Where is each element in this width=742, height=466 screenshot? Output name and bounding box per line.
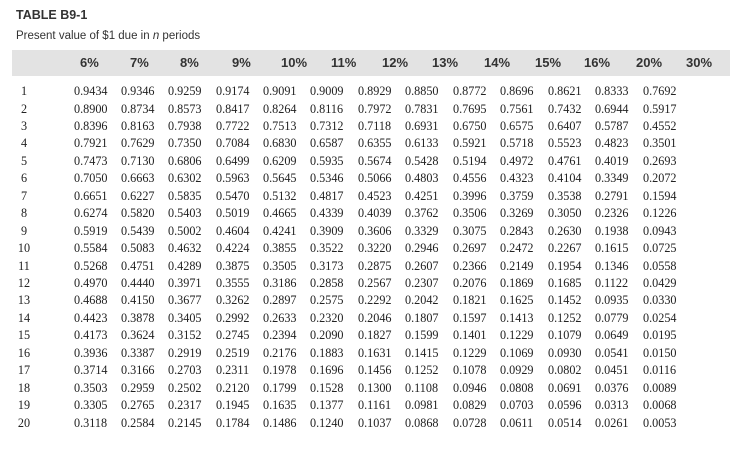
table-cell: 0.2502 (168, 380, 202, 395)
table-cell: 0.1078 (453, 363, 487, 378)
table-cell: 0.3166 (121, 363, 155, 378)
table-cell: 0.3522 (310, 241, 344, 255)
table-cell: 0.3186 (263, 275, 297, 290)
table-cell: 0.4556 (453, 171, 487, 186)
table-cell: 0.6944 (595, 101, 629, 116)
table-cell: 0.4339 (310, 206, 344, 221)
table-cell: 0.0330 (643, 293, 677, 308)
period-number: 17 (17, 363, 31, 378)
table-cell: 0.4173 (74, 328, 108, 343)
table-cell: 0.1037 (358, 415, 392, 430)
table-cell: 0.2858 (310, 275, 344, 290)
table-cell: 0.9009 (310, 84, 344, 98)
table-cell: 0.7722 (216, 118, 250, 133)
table-cell: 0.6133 (405, 136, 439, 151)
table-cell: 0.5917 (643, 101, 677, 116)
table-cell: 0.3714 (74, 363, 108, 378)
table-cell: 0.3050 (548, 206, 582, 221)
table-cell: 0.5674 (358, 153, 392, 168)
table-cell: 0.9434 (74, 84, 108, 98)
table-cell: 0.1635 (263, 398, 297, 413)
table-cell: 0.2472 (500, 241, 534, 255)
table-cell: 0.0558 (643, 258, 677, 273)
table-cell: 0.5066 (358, 171, 392, 186)
table-cell: 0.1594 (643, 188, 677, 203)
table-cell: 0.2693 (643, 153, 677, 168)
table-cell: 0.1945 (216, 398, 250, 413)
table-cell: 0.3152 (168, 328, 202, 343)
table-cell: 0.1252 (405, 363, 439, 378)
table-cell: 0.7972 (358, 101, 392, 116)
table-cell: 0.1597 (453, 310, 487, 325)
table-cell: 0.0150 (643, 345, 677, 360)
table-cell: 0.0068 (643, 398, 677, 413)
table-cell: 0.1696 (310, 363, 344, 378)
table-cell: 0.0429 (643, 275, 677, 290)
column-header: 14% (484, 55, 511, 70)
table-cell: 0.2072 (643, 171, 677, 186)
period-number: 7 (20, 188, 28, 203)
table-cell: 0.3503 (74, 380, 108, 395)
table-cell: 0.1954 (548, 258, 582, 273)
table-cell: 0.2919 (168, 345, 202, 360)
table-cell: 0.6750 (453, 118, 487, 133)
table-cell: 0.7938 (168, 118, 202, 133)
table-cell: 0.0946 (453, 380, 487, 395)
table-cell: 0.1108 (405, 380, 439, 395)
table-cell: 0.2791 (595, 188, 629, 203)
table-cell: 0.0935 (595, 293, 629, 308)
column-header: 30% (686, 55, 713, 70)
table-cell: 0.7432 (548, 101, 582, 116)
table-cell: 0.0691 (548, 380, 582, 395)
table-cell: 0.3506 (453, 206, 487, 221)
table-cell: 0.2875 (358, 258, 392, 273)
table-cell: 0.5019 (216, 206, 250, 221)
table-cell: 0.6830 (263, 136, 297, 151)
table-cell: 0.1486 (263, 415, 297, 430)
table-cell: 0.0779 (595, 310, 629, 325)
table-cell: 0.8396 (74, 118, 108, 133)
table-cell: 0.0649 (595, 328, 629, 343)
table-cell: 0.2630 (548, 223, 582, 238)
table-cell: 0.3762 (405, 206, 439, 221)
table-cell: 0.4604 (216, 223, 250, 238)
table-cell: 0.3305 (74, 398, 108, 413)
table-cell: 0.4104 (548, 171, 582, 186)
column-header: 15% (535, 55, 562, 70)
column-header: 9% (232, 55, 251, 70)
table-cell: 0.1346 (595, 258, 629, 273)
table-cell: 0.2584 (121, 415, 155, 430)
table-cell: 0.1799 (263, 380, 297, 395)
table-cell: 0.2292 (358, 293, 392, 308)
table-cell: 0.6209 (263, 153, 297, 168)
table-cell: 0.2042 (405, 293, 439, 308)
table-cell: 0.1069 (500, 345, 534, 360)
table-cell: 0.0802 (548, 363, 582, 378)
table-cell: 0.2765 (121, 398, 155, 413)
period-number: 10 (17, 241, 31, 255)
table-cell: 0.8264 (263, 101, 297, 116)
table-cell: 0.4251 (405, 188, 439, 203)
table-cell: 0.2149 (500, 258, 534, 273)
column-header: 12% (382, 55, 409, 70)
table-cell: 0.2317 (168, 398, 202, 413)
period-number: 6 (20, 171, 28, 186)
table-cell: 0.5820 (121, 206, 155, 221)
table-cell: 0.1413 (500, 310, 534, 325)
table-cell: 0.3329 (405, 223, 439, 238)
table-cell: 0.7084 (216, 136, 250, 151)
period-number: 19 (17, 398, 31, 413)
table-cell: 0.0703 (500, 398, 534, 413)
table-cell: 0.0868 (405, 415, 439, 430)
column-header: 20% (636, 55, 663, 70)
table-cell: 0.5584 (74, 241, 108, 255)
subtitle-variable: n (152, 30, 160, 42)
table-cell: 0.1599 (405, 328, 439, 343)
table-cell: 0.4019 (595, 153, 629, 168)
period-number: 18 (17, 380, 31, 395)
table-cell: 0.0261 (595, 415, 629, 430)
table-cell: 0.3555 (216, 275, 250, 290)
table-cell: 0.3606 (358, 223, 392, 238)
table-cell: 0.6651 (74, 188, 108, 203)
table-cell: 0.2843 (500, 223, 534, 238)
table-cell: 0.1161 (358, 398, 392, 413)
table-cell: 0.1625 (500, 293, 534, 308)
table-cell: 0.1528 (310, 380, 344, 395)
table-cell: 0.1252 (548, 310, 582, 325)
column-header: 6% (80, 55, 99, 70)
table-cell: 0.7695 (453, 101, 487, 116)
table-cell: 0.2311 (216, 363, 250, 378)
column-header: 13% (432, 55, 459, 70)
table-cell: 0.4224 (216, 241, 250, 255)
table-cell: 0.3759 (500, 188, 534, 203)
table-cell: 0.8900 (74, 101, 108, 116)
period-number: 12 (17, 275, 31, 290)
table-cell: 0.5963 (216, 171, 250, 186)
column-header: 10% (281, 55, 308, 70)
table-cell: 0.0313 (595, 398, 629, 413)
table-cell: 0.4323 (500, 171, 534, 186)
table-cell: 0.1821 (453, 293, 487, 308)
table-cell: 0.6274 (74, 206, 108, 221)
table-cell: 0.2394 (263, 328, 297, 343)
table-cell: 0.0829 (453, 398, 487, 413)
table-cell: 0.6806 (168, 153, 202, 168)
period-number: 8 (20, 206, 28, 221)
table-cell: 0.8734 (121, 101, 155, 116)
table-cell: 0.1938 (595, 223, 629, 238)
table-cell: 0.0808 (500, 380, 534, 395)
table-cell: 0.5268 (74, 258, 108, 273)
table-cell: 0.9259 (168, 84, 202, 98)
table-cell: 0.7130 (121, 153, 155, 168)
table-cell: 0.4440 (121, 275, 155, 290)
table-cell: 0.1978 (263, 363, 297, 378)
table-cell: 0.0376 (595, 380, 629, 395)
table-cell: 0.3505 (263, 258, 297, 273)
table-cell: 0.3173 (310, 258, 344, 273)
table-cell: 0.3875 (216, 258, 250, 273)
table-subtitle (16, 30, 200, 42)
period-number: 20 (17, 415, 31, 430)
table-cell: 0.1229 (500, 328, 534, 343)
period-number: 13 (17, 293, 31, 308)
table-cell: 0.7473 (74, 153, 108, 168)
table-cell: 0.0728 (453, 415, 487, 430)
table-cell: 0.4523 (358, 188, 392, 203)
table-cell: 0.2745 (216, 328, 250, 343)
table-cell: 0.5346 (310, 171, 344, 186)
table-cell: 0.0930 (548, 345, 582, 360)
table-cell: 0.1685 (548, 275, 582, 290)
table-cell: 0.5523 (548, 136, 582, 151)
table-cell: 0.3624 (121, 328, 155, 343)
table-cell: 0.7629 (121, 136, 155, 151)
table-cell: 0.5439 (121, 223, 155, 238)
table-cell: 0.0053 (643, 415, 677, 430)
table-cell: 0.3387 (121, 345, 155, 360)
table-cell: 0.3262 (216, 293, 250, 308)
table-cell: 0.8116 (310, 101, 344, 116)
subtitle-suffix: periods (159, 30, 201, 42)
table-cell: 0.0981 (405, 398, 439, 413)
table-cell: 0.7513 (263, 118, 297, 133)
table-cell: 0.3405 (168, 310, 202, 325)
table-cell: 0.0514 (548, 415, 582, 430)
table-cell: 0.2046 (358, 310, 392, 325)
period-number: 2 (20, 101, 28, 116)
table-cell: 0.1827 (358, 328, 392, 343)
table-cell: 0.3075 (453, 223, 487, 238)
table-cell: 0.4803 (405, 171, 439, 186)
table-cell: 0.6575 (500, 118, 534, 133)
table-cell: 0.8850 (405, 84, 439, 98)
table-cell: 0.9346 (121, 84, 155, 98)
period-number: 11 (18, 258, 30, 273)
table-cell: 0.8333 (595, 84, 629, 98)
table-cell: 0.1401 (453, 328, 487, 343)
table-cell: 0.4552 (643, 118, 677, 133)
table-cell: 0.1631 (358, 345, 392, 360)
table-cell: 0.3971 (168, 275, 202, 290)
table-cell: 0.2326 (595, 206, 629, 221)
table-cell: 0.4751 (121, 258, 155, 273)
table-cell: 0.1079 (548, 328, 582, 343)
table-cell: 0.0089 (643, 380, 677, 395)
table-cell: 0.2703 (168, 363, 202, 378)
table-cell: 0.2120 (216, 380, 250, 395)
table-cell: 0.5645 (263, 171, 297, 186)
table-cell: 0.2320 (310, 310, 344, 325)
table-cell: 0.1615 (595, 241, 629, 255)
table-cell: 0.0929 (500, 363, 534, 378)
table-cell: 0.8696 (500, 84, 534, 98)
table-cell: 0.3878 (121, 310, 155, 325)
table-cell: 0.5935 (310, 153, 344, 168)
column-header: 8% (180, 55, 199, 70)
table-cell: 0.9091 (263, 84, 297, 98)
table-cell: 0.0596 (548, 398, 582, 413)
table-cell: 0.2607 (405, 258, 439, 273)
table-cell: 0.2090 (310, 328, 344, 343)
table-cell: 0.8621 (548, 84, 582, 98)
table-cell: 0.5002 (168, 223, 202, 238)
table-cell: 0.4039 (358, 206, 392, 221)
table-cell: 0.3996 (453, 188, 487, 203)
table-cell: 0.1122 (595, 275, 629, 290)
period-number: 5 (20, 153, 28, 168)
table-cell: 0.4665 (263, 206, 297, 221)
period-number: 4 (20, 136, 28, 151)
table-cell: 0.7350 (168, 136, 202, 151)
table-cell: 0.5132 (263, 188, 297, 203)
table-cell: 0.6931 (405, 118, 439, 133)
table-cell: 0.7921 (74, 136, 108, 151)
table-cell: 0.3269 (500, 206, 534, 221)
period-number: 15 (17, 328, 31, 343)
table-cell: 0.1226 (643, 206, 677, 221)
table-cell: 0.4150 (121, 293, 155, 308)
table-cell: 0.4972 (500, 153, 534, 168)
table-cell: 0.2992 (216, 310, 250, 325)
table-cell: 0.0451 (595, 363, 629, 378)
table-cell: 0.1377 (310, 398, 344, 413)
table-cell: 0.2307 (405, 275, 439, 290)
table-cell: 0.1784 (216, 415, 250, 430)
table-cell: 0.8417 (216, 101, 250, 116)
table-cell: 0.5083 (121, 241, 155, 255)
table-cell: 0.0611 (500, 415, 534, 430)
table-cell: 0.3855 (263, 241, 297, 255)
table-cell: 0.5194 (453, 153, 487, 168)
table-cell: 0.2697 (453, 241, 487, 255)
table-cell: 0.3909 (310, 223, 344, 238)
table-cell: 0.2575 (310, 293, 344, 308)
table-cell: 0.7561 (500, 101, 534, 116)
table-cell: 0.8573 (168, 101, 202, 116)
table-cell: 0.0254 (643, 310, 677, 325)
column-header: 7% (130, 55, 149, 70)
table-cell: 0.1415 (405, 345, 439, 360)
table-cell: 0.6499 (216, 153, 250, 168)
table-cell: 0.0943 (643, 223, 677, 238)
period-number: 1 (20, 84, 28, 98)
table-cell: 0.8929 (358, 84, 392, 98)
table-cell: 0.1300 (358, 380, 392, 395)
table-cell: 0.2176 (263, 345, 297, 360)
table-cell: 0.4423 (74, 310, 108, 325)
table-cell: 0.5428 (405, 153, 439, 168)
table-cell: 0.0541 (595, 345, 629, 360)
table-cell: 0.4761 (548, 153, 582, 168)
table-cell: 0.2897 (263, 293, 297, 308)
table-cell: 0.5787 (595, 118, 629, 133)
table-cell: 0.5835 (168, 188, 202, 203)
table-cell: 0.1869 (500, 275, 534, 290)
table-cell: 0.4632 (168, 241, 202, 255)
table-cell: 0.2076 (453, 275, 487, 290)
table-cell: 0.6663 (121, 171, 155, 186)
table-cell: 0.0725 (643, 241, 677, 255)
table-cell: 0.5921 (453, 136, 487, 151)
table-cell: 0.2267 (548, 241, 582, 255)
header-row-background (12, 50, 730, 76)
table-cell: 0.7831 (405, 101, 439, 116)
table-cell: 0.2946 (405, 241, 439, 255)
table-cell: 0.4970 (74, 275, 108, 290)
column-header: 11% (331, 55, 357, 70)
period-number: 16 (17, 345, 31, 360)
table-cell: 0.3936 (74, 345, 108, 360)
table-cell: 0.2519 (216, 345, 250, 360)
table-cell: 0.5919 (74, 223, 108, 238)
table-cell: 0.6407 (548, 118, 582, 133)
table-cell: 0.3501 (643, 136, 677, 151)
table-cell: 0.4241 (263, 223, 297, 238)
table-cell: 0.4688 (74, 293, 108, 308)
table-cell: 0.5718 (500, 136, 534, 151)
subtitle-prefix: Present value of $1 due in (16, 30, 153, 42)
table-cell: 0.2145 (168, 415, 202, 430)
table-cell: 0.8772 (453, 84, 487, 98)
table-cell: 0.2366 (453, 258, 487, 273)
table-cell: 0.2633 (263, 310, 297, 325)
table-cell: 0.7312 (310, 118, 344, 133)
table-cell: 0.6302 (168, 171, 202, 186)
table-cell: 0.4289 (168, 258, 202, 273)
table-cell: 0.2567 (358, 275, 392, 290)
table-cell: 0.1883 (310, 345, 344, 360)
period-number: 14 (17, 310, 31, 325)
table-cell: 0.1807 (405, 310, 439, 325)
table-cell: 0.9174 (216, 84, 250, 98)
table-cell: 0.3118 (74, 415, 108, 430)
table-cell: 0.7692 (643, 84, 677, 98)
table-cell: 0.5470 (216, 188, 250, 203)
table-cell: 0.6227 (121, 188, 155, 203)
table-cell: 0.3220 (358, 241, 392, 255)
table-cell: 0.6587 (310, 136, 344, 151)
table-cell: 0.1240 (310, 415, 344, 430)
period-number: 3 (20, 118, 28, 133)
table-cell: 0.1229 (453, 345, 487, 360)
table-cell: 0.8163 (121, 118, 155, 133)
table-cell: 0.4823 (595, 136, 629, 151)
table-cell: 0.4817 (310, 188, 344, 203)
table-cell: 0.0195 (643, 328, 677, 343)
table-cell: 0.1456 (358, 363, 392, 378)
table-title: TABLE B9-1 (16, 8, 88, 22)
period-number: 9 (20, 223, 28, 238)
table-cell: 0.7050 (74, 171, 108, 186)
table-cell: 0.3349 (595, 171, 629, 186)
table-cell: 0.7118 (358, 118, 392, 133)
table-cell: 0.3677 (168, 293, 202, 308)
table-cell: 0.2959 (121, 380, 155, 395)
table-cell: 0.6355 (358, 136, 392, 151)
table-cell: 0.3538 (548, 188, 582, 203)
table-cell: 0.1452 (548, 293, 582, 308)
table-cell: 0.5403 (168, 206, 202, 221)
table-cell: 0.0116 (643, 363, 677, 378)
column-header: 16% (584, 55, 611, 70)
